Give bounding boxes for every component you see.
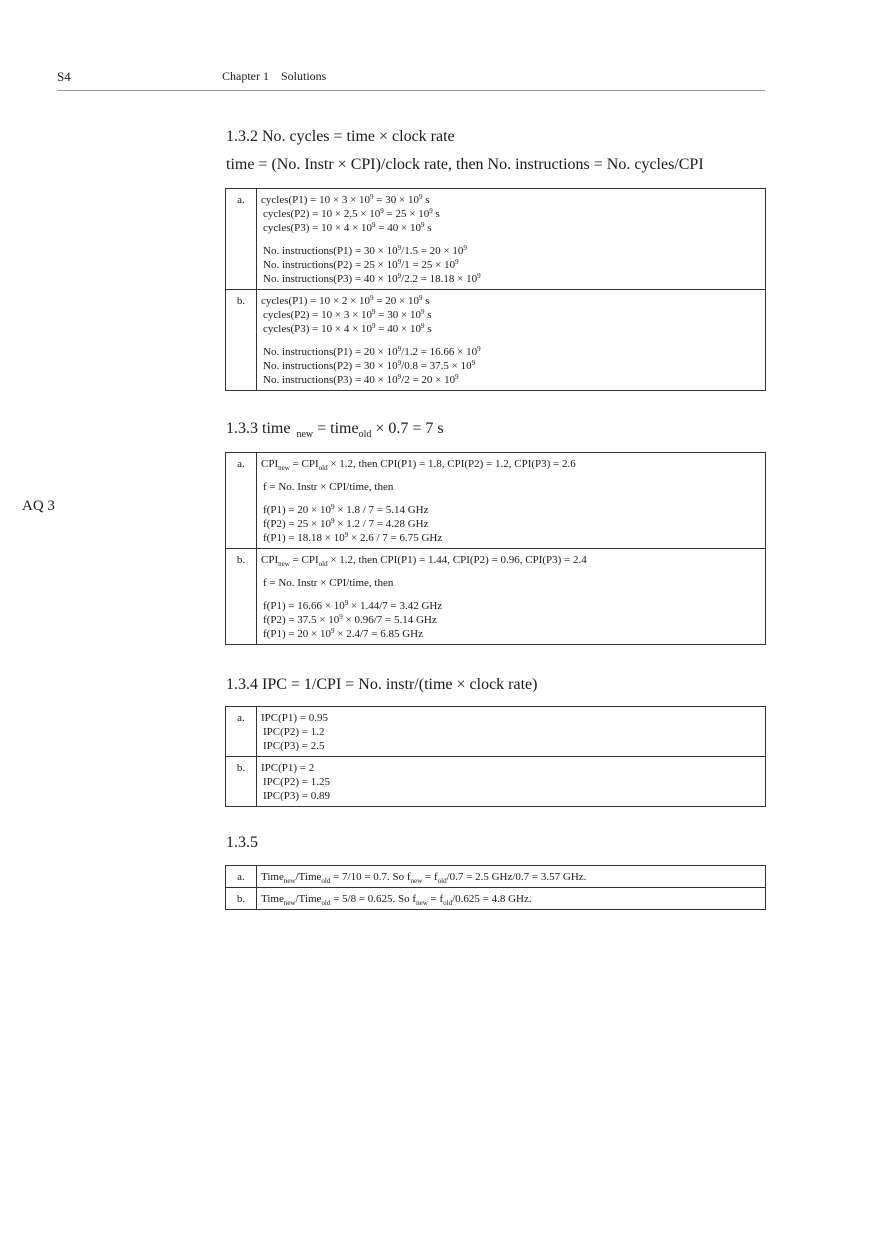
time-ratio-line: Time$_{new}$/Time$_{old}$ = 5/8 = 0.625. So $f_{new} = f_{old}/0.625 = 4.8$ GHz.	[261, 893, 532, 907]
row-label: b.	[226, 549, 257, 645]
frequency-line: $f(P1) = 18.18 \times 10^9 \times 2.6 / 7 = 6.75$ GHz	[263, 531, 443, 544]
row-label: a.	[226, 707, 257, 757]
page-number: S4	[57, 69, 71, 84]
instructions-line: No. instructions(P3) = $40 \times 10^9/2 = 20 \times 10^9$	[263, 373, 459, 386]
cycles-line: cycles(P2) = $10 \times 3 \times 10^9 = 30 \times 10^9$ s	[263, 308, 432, 321]
row-label: b.	[226, 290, 257, 391]
instructions-line: No. instructions(P1) = $20 \times 10^9/1.2 = 16.66 \times 10^9$	[263, 345, 481, 358]
time-ratio-line: Time$_{new}$/Time$_{old}$ = 7/10 = 0.7. So $f_{new} = f_{old}/0.7 = 2.5$ GHz/0.7 = 3.57 GHz.	[261, 871, 587, 885]
heading-1-3-2: 1.3.2 No. cycles = time × clock rate	[226, 128, 455, 145]
row-b	[226, 290, 766, 391]
frequency-line: $f(P1) = 20 \times 10^9 \times 2.4/7 = 6.85$ GHz	[263, 627, 423, 640]
cpi-line: $CPI_{new} = CPI_{old} \times 1.2$, then CPI(P1) = 1.44, CPI(P2) = 0.96, CPI(P3) = 2.4	[261, 554, 587, 568]
ipc-line: IPC(P1) = 0.95	[261, 712, 329, 724]
margin-note: AQ 3	[22, 498, 55, 514]
row-content	[257, 707, 766, 757]
row-label: a.	[226, 453, 257, 549]
instructions-line: No. instructions(P2) = $30 \times 10^9/0.8 = 37.5 \times 10^9$	[263, 359, 476, 372]
instructions-line: No. instructions(P1) = $30 \times 10^9/1.5 = 20 \times 10^9$	[263, 244, 467, 257]
row-content	[257, 757, 766, 807]
frequency-line: $f(P1) = 20 \times 10^9 \times 1.8 / 7 = 5.14$ GHz	[263, 503, 429, 516]
instructions-line: No. instructions(P3) = $40 \times 10^9/2.2 = 18.18 \times 10^9$	[263, 272, 481, 285]
formula-line: f = No. Instr × CPI/time, then	[263, 577, 394, 589]
row-content	[257, 888, 766, 910]
row-label: b.	[226, 888, 257, 910]
ipc-line: IPC(P3) = 0.89	[263, 790, 331, 802]
cycles-line: cycles(P2) = $10 \times 2.5 \times 10^9 = 25 \times 10^9$ s	[263, 207, 440, 220]
row-content	[257, 189, 766, 290]
row-content	[257, 290, 766, 391]
ipc-line: IPC(P1) = 2	[261, 762, 315, 774]
table-1-3-4	[225, 706, 766, 807]
frequency-line: $f(P1) = 16.66 \times 10^9 \times 1.44/7 = 3.42$ GHz	[263, 599, 443, 612]
cycles-line: cycles(P1) = $10 \times 3 \times 10^9 = 30 \times 10^9$ s	[261, 193, 430, 206]
table-1-3-5	[225, 865, 766, 910]
cycles-line: cycles(P1) = $10 \times 2 \times 10^9 = 20 \times 10^9$ s	[261, 294, 430, 307]
row-a	[226, 189, 766, 290]
cpi-line: $CPI_{new} = CPI_{old} \times 1.2$, then CPI(P1) = 1.8, CPI(P2) = 1.2, CPI(P3) = 2.6	[261, 458, 576, 472]
row-a	[226, 707, 766, 757]
heading-1-3-5: 1.3.5	[226, 834, 258, 851]
frequency-line: $f(P2) = 37.5 \times 10^9 \times 0.96/7 = 5.14$ GHz	[263, 613, 437, 626]
row-content	[257, 866, 766, 888]
heading-1-3-3: 1.3.3 time $_{new}$ = time$_{old}$ × 0.7 = 7 s	[226, 420, 444, 441]
cycles-line: cycles(P3) = $10 \times 4 \times 10^9 = 40 \times 10^9$ s	[263, 322, 432, 335]
row-label: b.	[226, 757, 257, 807]
table-1-3-3	[225, 452, 766, 645]
ipc-line: IPC(P3) = 2.5	[263, 740, 325, 752]
cycles-line: cycles(P3) = $10 \times 4 \times 10^9 = 40 \times 10^9$ s	[263, 221, 432, 234]
row-a	[226, 453, 766, 549]
row-b	[226, 549, 766, 645]
subheading-1-3-2: time = (No. Instr × CPI)/clock rate, then No. instructions = No. cycles/CPI	[226, 156, 704, 173]
frequency-line: $f(P2) = 25 \times 10^9 \times 1.2 / 7 = 4.28$ GHz	[263, 517, 429, 530]
row-content	[257, 549, 766, 645]
row-b	[226, 757, 766, 807]
formula-line: f = No. Instr × CPI/time, then	[263, 481, 394, 493]
chapter-title: Chapter 1 Solutions	[222, 69, 327, 83]
row-a	[226, 866, 766, 888]
row-label: a.	[226, 189, 257, 290]
row-label: a.	[226, 866, 257, 888]
row-content	[257, 453, 766, 549]
heading-1-3-4: 1.3.4 IPC = 1/CPI = No. instr/(time × clock rate)	[226, 676, 538, 693]
table-1-3-2	[225, 188, 766, 391]
ipc-line: IPC(P2) = 1.25	[263, 776, 331, 788]
row-b	[226, 888, 766, 910]
header-rule	[57, 90, 765, 91]
instructions-line: No. instructions(P2) = $25 \times 10^9/1 = 25 \times 10^9$	[263, 258, 459, 271]
ipc-line: IPC(P2) = 1.2	[263, 726, 325, 738]
